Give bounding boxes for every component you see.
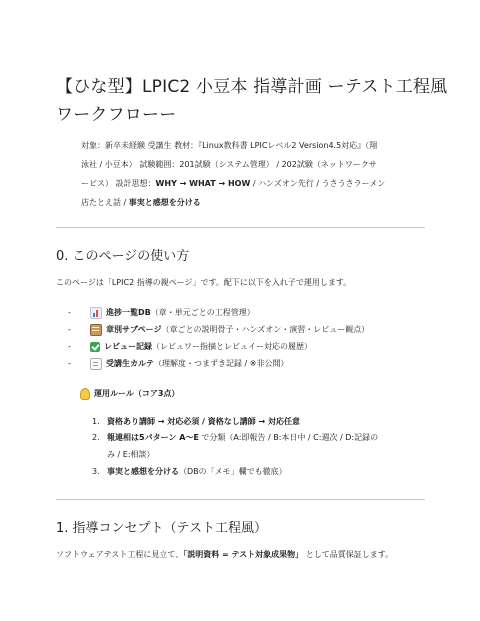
meta-line-2: 泳社 / 小豆本） 試験範囲：201試験（システム管理） / 202試験（ネットワークサ (81, 160, 377, 169)
book-icon (90, 324, 102, 336)
divider (56, 227, 425, 228)
list-item-desc: （章・単元ごとの工程管理） (150, 308, 255, 317)
rule-3-number: 3. (92, 467, 100, 476)
check-icon (90, 342, 100, 352)
meta-design-flow: WHY → WHAT → HOW (155, 179, 251, 188)
section-1-intro-bold: 「説明資料 = テスト対象成果物」 (183, 550, 304, 559)
meta-line-4 (81, 193, 411, 212)
rule-2 (107, 432, 378, 444)
rule-2-rest: で分類（A:即報告 / B:本日中 / C:週次 / D:記録の (198, 433, 379, 442)
lightbulb-icon (80, 388, 90, 400)
rule-2-bold: 報連相は5パターン A〜E (107, 433, 199, 442)
list-item-title: レビュー記録 (104, 342, 152, 351)
section-0-heading: 0. このページの使い方 (56, 249, 190, 264)
rule-3-bold: 事実と感想を分ける (107, 467, 179, 476)
list-item-desc: （レビュワー指摘とレビュイー対応の履歴） (152, 342, 312, 351)
rule-2-number: 2. (92, 433, 100, 442)
list-item-student-chart[interactable] (68, 358, 288, 370)
list-item-review-log[interactable] (68, 341, 312, 353)
list-item-desc: （章ごとの説明骨子・ハンズオン・演習・レビュー観点） (161, 325, 370, 334)
rule-1-number: 1. (92, 417, 100, 426)
list-bullet: - (68, 342, 71, 351)
list-item-title: 進捗一覧DB (106, 308, 151, 317)
list-bullet: - (68, 325, 71, 334)
rule-1-bold: 資格あり講師 → 対応必須 / 資格なし講師 → 対応任意 (107, 417, 301, 426)
divider (56, 499, 425, 500)
list-item-progress-db[interactable] (68, 307, 255, 319)
section-1-intro (56, 549, 393, 561)
meta-design-rest: / ハンズオン先行 / うさうさラーメン (250, 179, 386, 188)
list-bullet: - (68, 308, 71, 317)
list-item-title: 章別サブページ (106, 325, 162, 334)
list-item-title: 受講生カルテ (106, 359, 154, 368)
list-bullet: - (68, 359, 71, 368)
meta-line-3 (81, 174, 411, 193)
page-title-line-1: 【ひな型】LPIC2 小豆本 指導計画 ーテスト工程風 (56, 77, 448, 97)
section-1-intro-rest: として品質保証します。 (303, 550, 394, 559)
list-item-chapter-subpages[interactable] (68, 324, 369, 336)
list-item-desc: （理解度・つまずき記録 / ※非公開） (154, 359, 289, 368)
rules-title-text: 運用ルール（コア3点） (94, 389, 180, 398)
memo-icon (90, 358, 102, 370)
rules-title (80, 388, 179, 400)
page-title-line-2: ワークフローー (56, 105, 177, 125)
section-1-heading: 1. 指導コンセプト（テスト工程風） (56, 521, 268, 536)
bar-chart-icon (90, 307, 102, 319)
rule-3-rest: （DBの「メモ」欄でも徹底） (179, 467, 287, 476)
rule-1 (107, 416, 300, 428)
section-0-intro: このページは「LPIC2 指導の親ページ」です。配下に以下を入れ子で運用します。 (56, 278, 352, 287)
section-1-intro-plain: ソフトウェアテスト工程に見立て、 (56, 550, 184, 559)
meta-design-label: ービス） 設計思想： (81, 179, 156, 188)
meta-line-4-bold: 事実と感想を分ける (128, 198, 201, 207)
rule-3 (107, 466, 287, 478)
meta-line-4-plain: 店たとえ話 / (81, 198, 129, 207)
meta-line-1: 対象：新卒未経験 受講生 教材：『Linux教科書 LPICレベル2 Version4.5対応』（翔 (81, 141, 378, 150)
rule-2-continued: み / E:相談） (107, 450, 155, 459)
